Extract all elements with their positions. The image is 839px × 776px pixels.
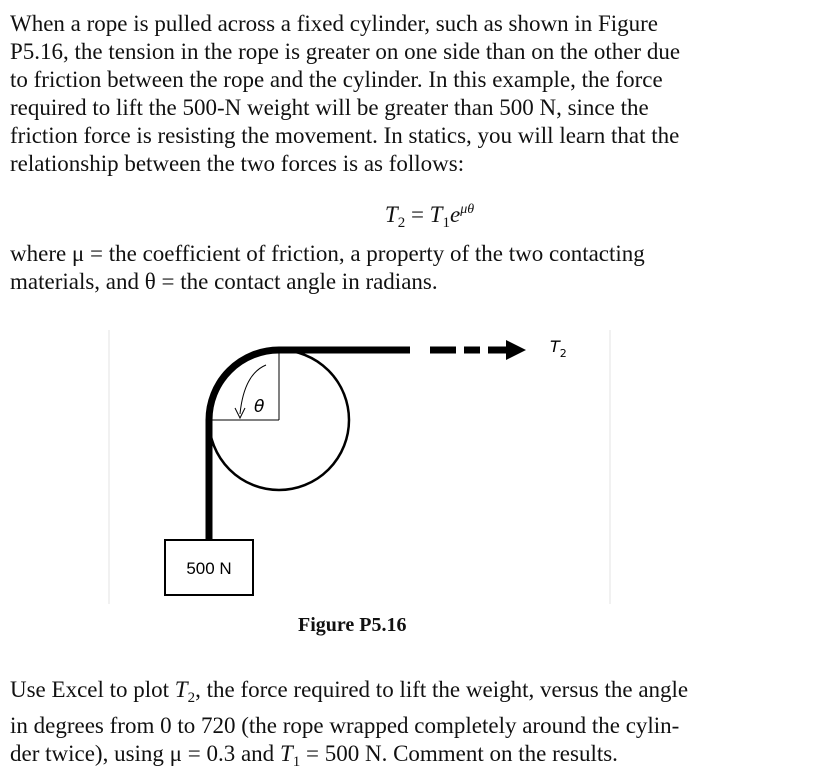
tension-arrowhead bbox=[506, 340, 526, 360]
task-t2-variable: T bbox=[174, 677, 188, 702]
intro-line: friction force is resisting the movement. In statics, you will learn that the bbox=[10, 123, 680, 148]
task-line-3 bbox=[10, 740, 790, 776]
intro-line: When a rope is pulled across a fixed cylinder, such as shown in Figure bbox=[10, 11, 659, 36]
task-text: = 500 N. Comment on the results. bbox=[300, 741, 618, 766]
intro-paragraph bbox=[10, 10, 790, 178]
angle-label: θ bbox=[254, 397, 265, 417]
eq-equals: = bbox=[410, 202, 424, 227]
explain-line: materials, and θ = the contact angle in radians. bbox=[10, 269, 438, 294]
friction-equation bbox=[0, 196, 839, 237]
task-line-1 bbox=[10, 676, 790, 712]
weight-label: 500 N bbox=[186, 559, 232, 578]
task-paragraph bbox=[10, 676, 790, 776]
task-text: der twice), using μ = 0.3 and bbox=[10, 741, 280, 766]
task-line-2: in degrees from 0 to 720 (the rope wrapped completely around the cylin- bbox=[10, 713, 680, 738]
eq-rhs-variable: T bbox=[429, 202, 443, 227]
tension-variable: T bbox=[550, 337, 560, 356]
task-text: , the force required to lift the weight, versus the angle bbox=[195, 677, 689, 702]
eq-rhs-subscript: 1 bbox=[442, 215, 450, 231]
intro-line: required to lift the 500-N weight will be greater than 500 N, since the bbox=[10, 95, 649, 120]
tension-label bbox=[550, 337, 567, 360]
intro-line: relationship between the two forces is as follows: bbox=[10, 151, 465, 176]
task-t2-subscript: 2 bbox=[187, 690, 196, 706]
explanation-paragraph bbox=[10, 240, 790, 296]
task-t1-subscript: 1 bbox=[292, 754, 301, 770]
eq-lhs-subscript: 2 bbox=[397, 215, 406, 231]
task-t1-variable: T bbox=[279, 741, 293, 766]
figure-caption: Figure P5.16 bbox=[298, 614, 407, 636]
intro-line: P5.16, the tension in the rope is greater on one side than on the other due bbox=[10, 39, 681, 64]
intro-line: to friction between the rope and the cylinder. In this example, the force bbox=[10, 67, 663, 92]
rope-cylinder-figure bbox=[100, 322, 620, 612]
eq-exponent: μθ bbox=[460, 202, 475, 217]
eq-lhs-variable: T bbox=[384, 202, 398, 227]
eq-exponential-base: e bbox=[449, 202, 461, 227]
tension-subscript: 2 bbox=[559, 347, 567, 360]
explain-line: where μ = the coefficient of friction, a property of the two contacting bbox=[10, 241, 645, 266]
rope bbox=[209, 350, 410, 540]
task-text: Use Excel to plot bbox=[10, 677, 175, 702]
